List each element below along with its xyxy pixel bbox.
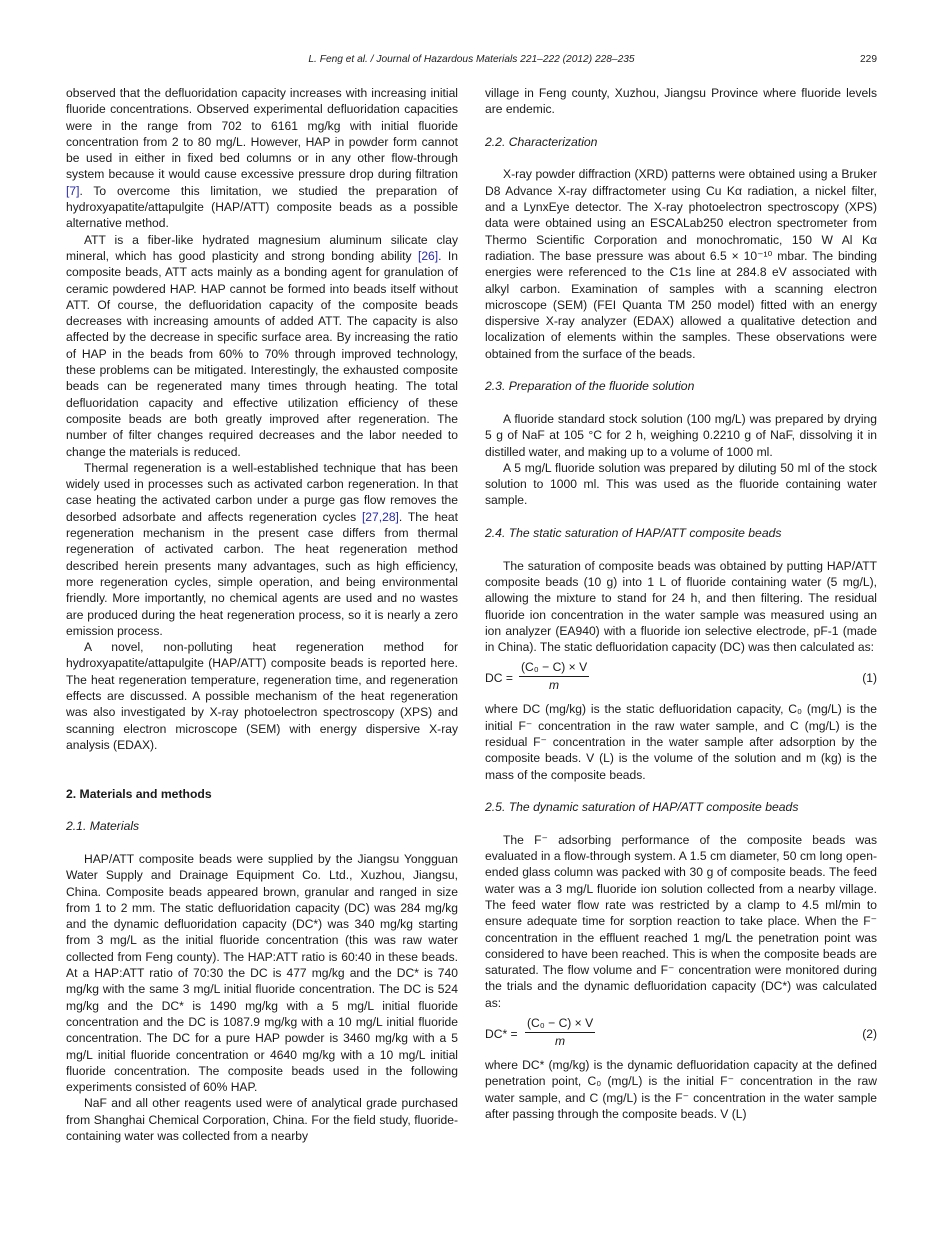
spacer bbox=[485, 509, 877, 525]
paragraph: A novel, non-polluting heat regeneration method for hydroxyapatite/attapulgite (HAP/ATT) composite beads is reported here. The heat regeneration temperature, regeneration time, and regeneration effects are discussed. A possible mechanism of the heat regeneration was also investigated by X-ray photoelectron spectroscopy (XPS) and scanning electron microscope (SEM) with energy dispersive X-ray analysis (EDAX). bbox=[66, 640, 458, 752]
equation-lhs: DC* = bbox=[485, 1027, 518, 1042]
equation-numerator: (C₀ − C) × V bbox=[525, 1015, 595, 1033]
page-header bbox=[66, 54, 877, 70]
paragraph: ATT is a fiber-like hydrated magnesium aluminum silicate clay mineral, which has good plasticity and strong bonding ability [26]. In composite beads, ATT acts mainly as a bonding agent for granulation of ceramic powdered HAP. HAP cannot be formed into beads itself without ATT. Of course, the defluoridation capacity of the composite beads decreases with increasing amounts of added ATT. The capacity is also affected by the decrease in specific surface area. By increasing the ratio of HAP in the beads from 60% to 70% through improved technology, these problems can be mitigated. Interestingly, the exhausted composite beads can be regenerated many times through heating. The total defluoridation capacity and effective utilization efficiency of these composite beads are both greatly improved after regeneration. The number of filter changes required decreases and the labor needed to change the materials is reduced. bbox=[66, 232, 458, 459]
equation-numerator: (C₀ − C) × V bbox=[519, 659, 589, 677]
paragraph: A 5 mg/L fluoride solution was prepared by diluting 50 ml of the stock solution to 1000 ml. This was used as the fluoride containing water sample. bbox=[485, 460, 877, 508]
equation-2 bbox=[485, 1015, 877, 1053]
spacer bbox=[485, 150, 877, 166]
paragraph: X-ray powder diffraction (XRD) patterns were obtained using a Bruker D8 Advance X-ray diffractometer using Cu Kα radiation, a nickel filter, and a LynxEye detector. The X-ray photoelectron spectroscopy (XPS) data were obtained using an ESCALab250 electron spectrometer from Thermo Scientific Corporation and monochromatic, 150 W Al Kα radiation. The base pressure was about 6.5 × 10⁻¹⁰ mbar. The binding energies were referenced to the C1s line at 284.8 eV associated with alkyl carbon. Examination of samples with a scanning electron microscope (SEM) (FEI Quanta TM 250 model) fitted with an energy dispersive X-ray analyzer (EDAX) allowed a qualitative detection and localization of elements within the samples. These observations were obtained from the surface of the beads. bbox=[485, 167, 877, 361]
spacer bbox=[485, 815, 877, 831]
right-column bbox=[485, 85, 877, 1122]
paragraph: The saturation of composite beads was obtained by putting HAP/ATT composite beads (10 g) into 1 L of fluoride containing water (5 mg/L), allowing the mixture to stand for 24 h, and then filtering. The residual fluoride ion concentration in the water sample was measured using an ion analyzer (EA940) with a fluoride ion selective electrode, pF-1 (made in China). The static defluoridation capacity (DC) was then calculated as: bbox=[485, 558, 877, 655]
equation-1 bbox=[485, 659, 877, 697]
paragraph: The F⁻ adsorbing performance of the composite beads was evaluated in a flow-through system. A 1.5 cm diameter, 50 cm long open-ended glass column was packed with 30 g of composite beads. The feed water was a 3 mg/L fluoride ion solution collected from a nearby village. The feed water flow rate was restricted by a clamp to 4.5 ml/min to ensure adequate time for sorption reaction to take place. When the F⁻ concentration in the effluent reached 1 mg/L the penetration point was considered to have been reached. This is when the composite beads are saturated. The flow volume and F⁻ concentration were monitored during the trials and the dynamic defluoridation capacity (DC*) was calculated as: bbox=[485, 832, 877, 1010]
section-heading: 2. Materials and methods bbox=[66, 786, 212, 801]
equation-number: (2) bbox=[862, 1027, 877, 1042]
paragraph: A fluoride standard stock solution (100 mg/L) was prepared by drying 5 g of NaF at 105 °C for 2 h, weighing 0.2210 g of NaF, dissolving it in distilled water, and making up to a volume of 1000 ml. bbox=[485, 411, 877, 459]
equation-number: (1) bbox=[862, 671, 877, 686]
subsection-heading: 2.1. Materials bbox=[66, 819, 140, 834]
spacer bbox=[66, 802, 458, 818]
paragraph: NaF and all other reagents used were of analytical grade purchased from Shanghai Chemical Corporation, China. For the field study, fluoride-containing water was collected from a nearby bbox=[66, 1096, 458, 1143]
subsection-heading: 2.5. The dynamic saturation of HAP/ATT composite beads bbox=[485, 800, 799, 815]
citation-link[interactable]: [7] bbox=[66, 183, 80, 198]
spacer bbox=[485, 395, 877, 411]
paragraph: where DC* (mg/kg) is the dynamic defluoridation capacity at the defined penetration point, C₀ (mg/L) is the initial F⁻ concentration in the raw water sample, and C (mg/L) is the F⁻ concentration in the water sample after passing through the composite beads. V (L) bbox=[485, 1058, 877, 1121]
spacer bbox=[66, 835, 458, 851]
equation-fraction bbox=[525, 1015, 595, 1049]
spacer bbox=[485, 783, 877, 799]
subsection-heading: 2.4. The static saturation of HAP/ATT composite beads bbox=[485, 526, 782, 541]
page-number: 229 bbox=[860, 54, 877, 65]
spacer bbox=[485, 118, 877, 134]
citation-link[interactable]: [26] bbox=[417, 248, 439, 263]
spacer bbox=[485, 541, 877, 557]
equation-lhs: DC = bbox=[485, 671, 513, 686]
equation-denominator: m bbox=[555, 1034, 566, 1049]
paragraph: village in Feng county, Xuzhou, Jiangsu Province where fluoride levels are endemic. bbox=[485, 86, 877, 117]
paragraph: where DC (mg/kg) is the static defluoridation capacity, C₀ (mg/L) is the initial F⁻ concentration in the raw water sample, and C (mg/L) is the residual F⁻ concentration in the water sample after adsorption by the composite beads. V (L) is the volume of the solution and m (kg) is the mass of the composite beads. bbox=[485, 702, 877, 782]
citation-link[interactable]: [27,28] bbox=[361, 509, 399, 524]
left-column bbox=[66, 85, 458, 1144]
subsection-heading: 2.2. Characterization bbox=[485, 134, 598, 149]
paragraph: HAP/ATT composite beads were supplied by the Jiangsu Yongguan Water Supply and Drainage Equipment Co. Ltd., Xuzhou, Jiangsu, China. Composite beads appeared brown, granular and ranged in size from 1 to 2 mm. The static defluoridation capacity (DC) was 284 mg/kg and the dynamic defluoridation capacity (DC*) was 340 mg/kg starting from 3 mg/L as the initial fluoride concentration (this was raw water collected from Feng county). The HAP:ATT ratio is 60:40 in these beads. At a HAP:ATT ratio of 70:30 the DC is 477 mg/kg and the DC* is 740 mg/kg with the same 3 mg/L initial fluoride concentration. The DC is 524 mg/kg and the DC* is 1490 mg/kg with a 5 mg/L initial fluoride concentration and the DC is 1087.9 mg/kg with a 10 mg/L initial fluoride concentration. The DC for a pure HAP powder is 3460 mg/kg with a 5 mg/L initial fluoride concentration or 4640 mg/kg with a 10 mg/L initial fluoride concentration. The composite beads used in the following experiments consisted of 60% HAP. bbox=[66, 851, 458, 1095]
equation-fraction bbox=[519, 659, 589, 693]
paragraph: Thermal regeneration is a well-established technique that has been widely used in processes such as activated carbon regeneration. In that case heating the activated carbon under a purge gas flow removes the desorbed adsorbate and affects regeneration cycles [27,28]. The heat regeneration mechanism in the present case differs from thermal regeneration of activated carbon. The heat regeneration method described herein presents many advantages, such as high efficiency, more regeneration cycles, simple operation, and being environmental friendly. More importantly, no chemical agents are used and no wastes are produced during the heat regeneration process, so it is nearly a zero emission process. bbox=[66, 460, 458, 638]
subsection-heading: 2.3. Preparation of the fluoride solution bbox=[485, 379, 695, 394]
paragraph: observed that the defluoridation capacity increases with increasing initial fluoride concentrations. Observed experimental defluoridation capacities were in the range from 702 to 6161 mg/kg with initial fluoride concentration from 2 to 80 mg/L. However, HAP in powder form cannot be used in either in fixed bed columns or in any other flow-through system because it would cause excessive pressure drop during filtration [7]. To overcome this limitation, we studied the preparation of hydroxyapatite/attapulgite (HAP/ATT) composite beads as a possible alternative method. bbox=[66, 86, 458, 231]
equation-denominator: m bbox=[549, 678, 560, 693]
spacer bbox=[485, 362, 877, 378]
running-title: L. Feng et al. / Journal of Hazardous Materials 221–222 (2012) 228–235 bbox=[308, 54, 635, 65]
spacer bbox=[66, 753, 458, 786]
